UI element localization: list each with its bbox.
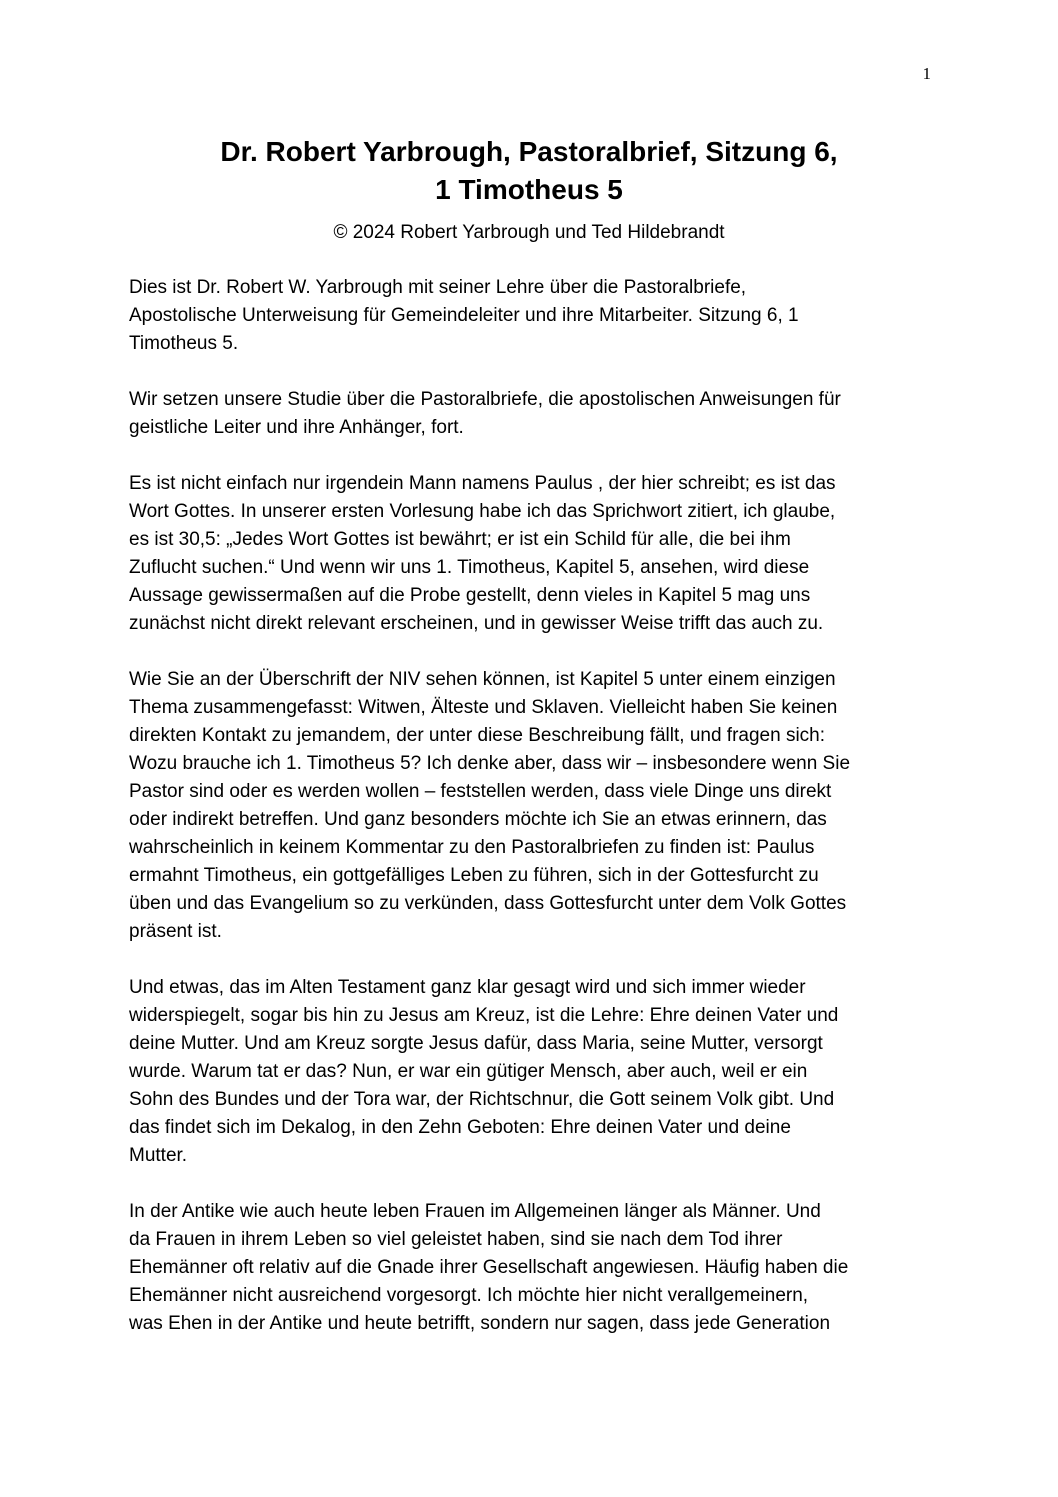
text-line: Dies ist Dr. Robert W. Yarbrough mit seiner Lehre über die Pastoralbriefe,	[129, 277, 747, 298]
body-text	[129, 274, 939, 1366]
text-line: wurde. Warum tat er das? Nun, er war ein gütiger Mensch, aber auch, weil er ein	[129, 1061, 808, 1082]
text-line: Ehemänner oft relativ auf die Gnade ihrer Gesellschaft angewiesen. Häufig haben die	[129, 1257, 849, 1278]
text-line: Wir setzen unsere Studie über die Pastoralbriefe, die apostolischen Anweisungen für	[129, 389, 841, 410]
paragraph	[129, 666, 939, 946]
text-line: Ehemänner nicht ausreichend vorgesorgt. Ich möchte hier nicht verallgemeinern,	[129, 1285, 809, 1306]
text-line: Wort Gottes. In unserer ersten Vorlesung habe ich das Sprichwort zitiert, ich glaube,	[129, 501, 836, 522]
text-line: das findet sich im Dekalog, in den Zehn Geboten: Ehre deinen Vater und deine	[129, 1117, 791, 1138]
paragraph	[129, 1198, 939, 1338]
text-line: üben und das Evangelium so zu verkünden, dass Gottesfurcht unter dem Volk Gottes	[129, 893, 847, 914]
text-line: Aussage gewissermaßen auf die Probe gestellt, denn vieles in Kapitel 5 mag uns	[129, 585, 811, 606]
text-line: Wie Sie an der Überschrift der NIV sehen können, ist Kapitel 5 unter einem einzigen	[129, 669, 836, 690]
text-line: Wozu brauche ich 1. Timotheus 5? Ich denke aber, dass wir – insbesondere wenn Sie	[129, 753, 851, 774]
text-line: Mutter.	[129, 1145, 188, 1166]
paragraph	[129, 470, 939, 638]
paragraph	[129, 386, 939, 442]
paragraph	[129, 974, 939, 1170]
text-line: In der Antike wie auch heute leben Frauen im Allgemeinen länger als Männer. Und	[129, 1201, 821, 1222]
text-line: deine Mutter. Und am Kreuz sorgte Jesus dafür, dass Maria, seine Mutter, versorgt	[129, 1033, 823, 1054]
text-line: Pastor sind oder es werden wollen – feststellen werden, dass viele Dinge uns direkt	[129, 781, 832, 802]
text-line: da Frauen in ihrem Leben so viel geleistet haben, sind sie nach dem Tod ihrer	[129, 1229, 783, 1250]
title-line-2: 1 Timotheus 5	[435, 174, 623, 205]
text-line: ermahnt Timotheus, ein gottgefälliges Leben zu führen, sich in der Gottesfurcht zu	[129, 865, 819, 886]
text-line: Und etwas, das im Alten Testament ganz klar gesagt wird und sich immer wieder	[129, 977, 806, 998]
text-line: es ist 30,5: „Jedes Wort Gottes ist bewährt; er ist ein Schild für alle, die bei ihm	[129, 529, 791, 550]
text-line: Apostolische Unterweisung für Gemeindeleiter und ihre Mitarbeiter. Sitzung 6, 1	[129, 305, 799, 326]
text-line: Es ist nicht einfach nur irgendein Mann namens Paulus , der hier schreibt; es ist das	[129, 473, 836, 494]
title-line-1: Dr. Robert Yarbrough, Pastoralbrief, Sitzung 6,	[220, 136, 838, 167]
text-line: wahrscheinlich in keinem Kommentar zu den Pastoralbriefen zu finden ist: Paulus	[129, 837, 815, 858]
text-line: geistliche Leiter und ihre Anhänger, fort.	[129, 417, 464, 438]
copyright-notice: © 2024 Robert Yarbrough und Ted Hildebrandt	[333, 222, 725, 243]
document-title	[0, 133, 1058, 209]
text-line: oder indirekt betreffen. Und ganz besonders möchte ich Sie an etwas erinnern, das	[129, 809, 827, 830]
text-line: widerspiegelt, sogar bis hin zu Jesus am Kreuz, ist die Lehre: Ehre deinen Vater und	[129, 1005, 839, 1026]
paragraph	[129, 274, 939, 358]
text-line: Zuflucht suchen.“ Und wenn wir uns 1. Timotheus, Kapitel 5, ansehen, wird diese	[129, 557, 810, 578]
text-line: präsent ist.	[129, 921, 222, 942]
text-line: direkten Kontakt zu jemandem, der unter diese Beschreibung fällt, und fragen sich:	[129, 725, 826, 746]
page-number: 1	[922, 64, 931, 83]
text-line: Thema zusammengefasst: Witwen, Älteste und Sklaven. Vielleicht haben Sie keinen	[129, 697, 838, 718]
text-line: was Ehen in der Antike und heute betrifft, sondern nur sagen, dass jede Generation	[129, 1313, 831, 1334]
text-line: zunächst nicht direkt relevant erscheinen, und in gewisser Weise trifft das auch zu.	[129, 613, 824, 634]
text-line: Sohn des Bundes und der Tora war, der Richtschnur, die Gott seinem Volk gibt. Und	[129, 1089, 835, 1110]
text-line: Timotheus 5.	[129, 333, 239, 354]
